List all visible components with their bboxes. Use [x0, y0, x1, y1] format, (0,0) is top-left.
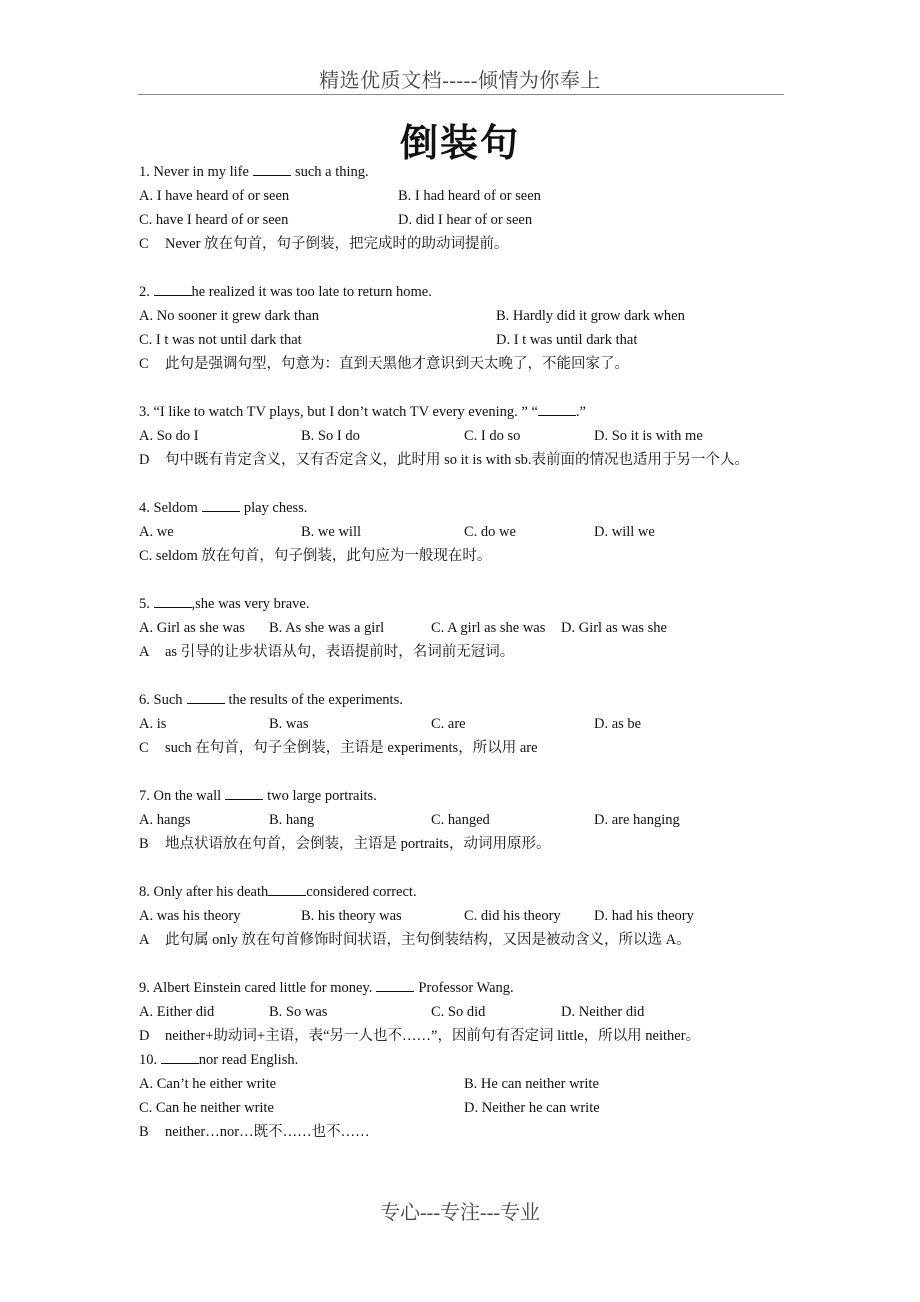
- answer-blank: [538, 401, 576, 416]
- page-title: 倒装句: [399, 123, 520, 165]
- question-7: [139, 784, 785, 856]
- option-c: C. I t was not until dark that: [139, 332, 302, 348]
- answer-blank: [154, 593, 192, 608]
- question-stem: 6. Such the results of the experiments.: [139, 688, 785, 712]
- options-row: [139, 208, 785, 232]
- question-8: [139, 880, 785, 952]
- answer-blank: [253, 161, 291, 176]
- answer-key: D: [139, 1028, 150, 1044]
- option-a: A. is: [139, 716, 167, 732]
- answer-blank: [376, 977, 414, 992]
- document-body: [139, 160, 785, 1144]
- option-c: C. A girl as she was: [431, 620, 546, 636]
- header-divider: [138, 94, 784, 95]
- option-a: A. I have heard of or seen: [139, 188, 290, 204]
- answer-explanation: D 句中既有肯定含义，又有否定含义，此时用 so it is with sb.表前面的情况也适用于另一个人。: [139, 448, 785, 472]
- option-b: B. So I do: [301, 428, 360, 444]
- question-1: [139, 160, 785, 256]
- options-row: [139, 616, 785, 640]
- option-b: B. He can neither write: [464, 1076, 599, 1092]
- answer-key: A: [139, 932, 150, 948]
- options-row: [139, 712, 785, 736]
- option-d: D. Neither he can write: [464, 1100, 600, 1116]
- options-row: [139, 904, 785, 928]
- answer-blank: [187, 689, 225, 704]
- answer-explanation: C Never 放在句首，句子倒装，把完成时的助动词提前。: [139, 232, 785, 256]
- option-a: A. Girl as she was: [139, 620, 245, 636]
- answer-key: B: [139, 836, 149, 852]
- question-6: [139, 688, 785, 760]
- option-c: C. do we: [464, 524, 516, 540]
- options-row: [139, 1000, 785, 1024]
- answer-blank: [268, 881, 306, 896]
- question-stem: 5. ,she was very brave.: [139, 592, 785, 616]
- answer-explanation: B 地点状语放在句首，会倒装，主语是 portraits，动词用原形。: [139, 832, 785, 856]
- option-a: A. Either did: [139, 1004, 215, 1020]
- option-d: D. as be: [594, 716, 642, 732]
- option-c: C. I do so: [464, 428, 521, 444]
- option-a: A. So do I: [139, 428, 199, 444]
- answer-blank: [161, 1049, 199, 1064]
- answer-explanation: A 此句属 only 放在句首修饰时间状语，主句倒装结构，又因是被动含义，所以选 A。: [139, 928, 785, 952]
- answer-explanation: D neither+助动词+主语，表“另一人也不……”，因前句有否定词 little，所以用 neither。: [139, 1024, 785, 1048]
- options-row: [139, 304, 785, 328]
- question-2: [139, 280, 785, 376]
- question-stem: 1. Never in my life such a thing.: [139, 160, 785, 184]
- option-b: B. we will: [301, 524, 362, 540]
- options-row: [139, 520, 785, 544]
- question-stem: 2. he realized it was too late to return home.: [139, 280, 785, 304]
- option-c: C. did his theory: [464, 908, 561, 924]
- options-row: [139, 328, 785, 352]
- answer-blank: [154, 281, 192, 296]
- answer-key: B: [139, 1124, 149, 1140]
- option-a: A. No sooner it grew dark than: [139, 308, 319, 324]
- option-a: A. Can’t he either write: [139, 1076, 277, 1092]
- answer-explanation: C. seldom 放在句首，句子倒装，此句应为一般现在时。: [139, 548, 492, 564]
- option-d: D. will we: [594, 524, 655, 540]
- option-a: A. hangs: [139, 812, 191, 828]
- answer-key: D: [139, 452, 150, 468]
- options-row: [139, 184, 785, 208]
- question-stem: 10. nor read English.: [139, 1048, 785, 1072]
- option-b: B. was: [269, 716, 309, 732]
- option-d: D. Neither did: [561, 1004, 645, 1020]
- answer-key: C: [139, 356, 149, 372]
- answer-explanation: C 此句是强调句型，句意为：直到天黑他才意识到天太晚了，不能回家了。: [139, 352, 785, 376]
- option-b: B. his theory was: [301, 908, 402, 924]
- question-stem: 8. Only after his death considered correct.: [139, 880, 785, 904]
- options-row: [139, 1096, 785, 1120]
- option-d: D. had his theory: [594, 908, 694, 924]
- question-4: [139, 496, 785, 568]
- question-stem: 9. Albert Einstein cared little for money. Professor Wang.: [139, 976, 785, 1000]
- answer-key: C.: [139, 548, 153, 564]
- options-row: [139, 1072, 785, 1096]
- question-stem: 7. On the wall two large portraits.: [139, 784, 785, 808]
- option-b: B. As she was a girl: [269, 620, 385, 636]
- question-9: [139, 976, 785, 1048]
- option-d: D. Girl as was she: [561, 620, 667, 636]
- question-5: [139, 592, 785, 664]
- answer-key: C: [139, 740, 149, 756]
- question-stem: 3. “I like to watch TV plays, but I don’t watch TV every evening. ” “ .”: [139, 400, 785, 424]
- answer-explanation: B neither…nor…既不……也不……: [139, 1120, 785, 1144]
- answer-blank: [202, 497, 240, 512]
- option-d: D. are hanging: [594, 812, 680, 828]
- option-c: C. are: [431, 716, 466, 732]
- option-d: D. So it is with me: [594, 428, 703, 444]
- question-3: [139, 400, 785, 472]
- page-header: 精选优质文档-----倾情为你奉上: [319, 70, 601, 92]
- question-10: [139, 1048, 785, 1144]
- answer-key: A: [139, 644, 150, 660]
- option-d: D. did I hear of or seen: [398, 212, 533, 228]
- option-b: B. Hardly did it grow dark when: [496, 308, 685, 324]
- answer-blank: [225, 785, 263, 800]
- answer-explanation: C such 在句首，句子全倒装，主语是 experiments，所以用 are: [139, 736, 785, 760]
- options-row: [139, 808, 785, 832]
- option-b: B. I had heard of or seen: [398, 188, 541, 204]
- question-stem: 4. Seldom play chess.: [139, 496, 785, 520]
- answer-key: C: [139, 236, 149, 252]
- option-c: C. hanged: [431, 812, 490, 828]
- page-footer: 专心---专注---专业: [380, 1202, 540, 1224]
- option-b: B. So was: [269, 1004, 328, 1020]
- option-a: A. was his theory: [139, 908, 241, 924]
- option-a: A. we: [139, 524, 174, 540]
- options-row: [139, 424, 785, 448]
- option-c: C. So did: [431, 1004, 486, 1020]
- option-d: D. I t was until dark that: [496, 332, 638, 348]
- option-c: C. Can he neither write: [139, 1100, 274, 1116]
- option-b: B. hang: [269, 812, 315, 828]
- answer-explanation: A as 引导的让步状语从句，表语提前时，名词前无冠词。: [139, 640, 785, 664]
- option-c: C. have I heard of or seen: [139, 212, 289, 228]
